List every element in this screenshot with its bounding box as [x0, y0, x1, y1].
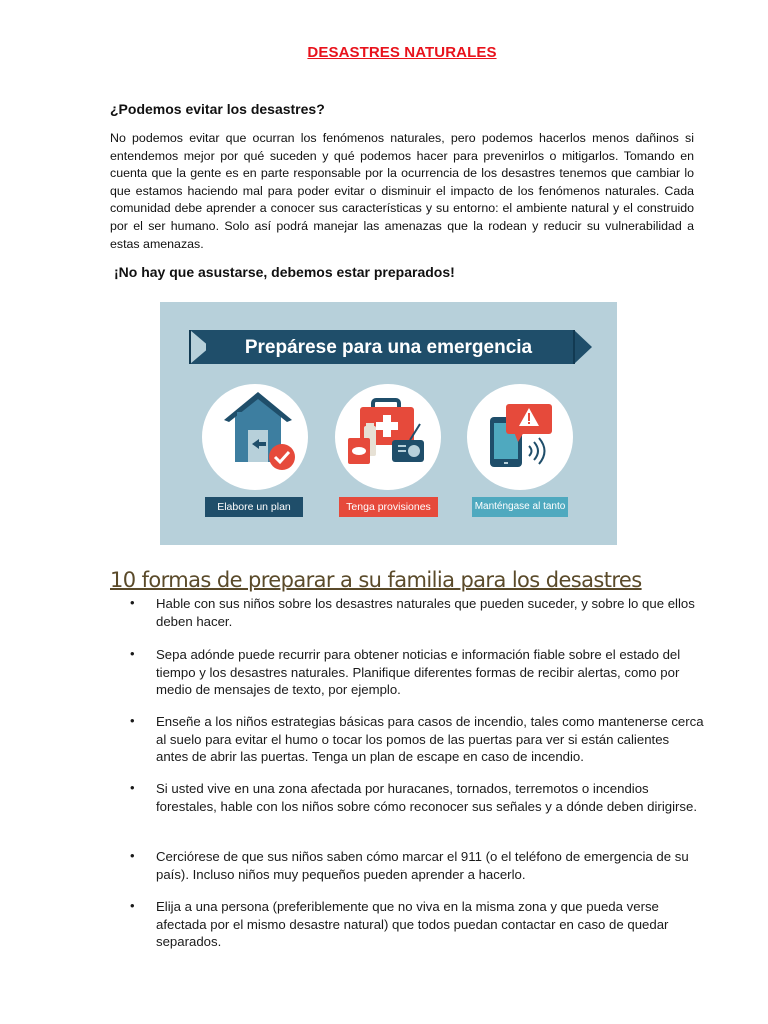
plan-label: Elabore un plan — [205, 497, 303, 517]
phone-alert-icon — [467, 384, 573, 490]
list-item: Sepa adónde puede recurrir para obtener noticias e información fiable sobre el estado del tiempo y los desastres naturales. Planifique diferentes formas de recibir alertas, como por medio de mensajes de texto, por ejemplo. — [156, 647, 681, 697]
bullet: • — [130, 848, 135, 863]
list-item: Hable con sus niños sobre los desastres naturales que pueden suceder, y sobre lo que ellos deben hacer. — [156, 596, 695, 629]
banner-title: Prepárese para una emergencia — [244, 337, 533, 358]
intro-paragraph: No podemos evitar que ocurran los fenómenos naturales, pero podemos hacerlos menos dañinos si entendemos mejor por qué suceden y qué podemos hacer para prevenirlos o mitigarlos. Tomando en cuenta que la gente es en parte responsable por la ocurrencia de los desastres tenemos que cambiar lo que estamos haciendo mal para poder evitar o disminuir el impacto de los fenómenos naturales. Cada comunidad debe aprender a conocer sus características y su entorno: el ambiente natural y el construido por el ser humano. Solo así podrá manejar las amenazas que la rodean y reducir su vulnerabilidad a estas amenazas. — [110, 131, 694, 251]
list-item: Enseñe a los niños estrategias básicas para casos de incendio, tales como mantenerse cerca al suelo para evitar el humo o tocar los pomos de las puertas para ver si están calientes antes de abrir las puertas. Tenga un plan de escape en caso de incendio. — [156, 714, 704, 764]
page-title: DESASTRES NATURALES — [307, 44, 497, 61]
question-heading: ¿Podemos evitar los desastres? — [110, 101, 325, 117]
bullet: • — [130, 898, 135, 913]
bullet: • — [130, 646, 135, 661]
first-aid-kit-icon — [335, 384, 441, 490]
provisions-label: Tenga provisiones — [339, 497, 438, 517]
list-item: Si usted vive en una zona afectada por huracanes, tornados, terremotos o incendios forestales, hable con los niños sobre cómo reconocer sus señales y a dónde deben dirigirse. — [156, 781, 698, 814]
bullet: • — [130, 780, 135, 795]
stay-informed-label: Manténgase al tanto — [472, 497, 568, 517]
section-heading: 10 formas de preparar a su familia para los desastres — [110, 568, 642, 592]
house-icon — [202, 384, 308, 490]
callout-text: ¡No hay que asustarse, debemos estar preparados! — [114, 264, 455, 280]
bullet: • — [130, 713, 135, 728]
list-item: Cerciórese de que sus niños saben cómo marcar el 911 (o el teléfono de emergencia de su país). Incluso niños muy pequeños pueden aprender a hacerlo. — [156, 849, 689, 882]
bullet: • — [130, 595, 135, 610]
list-item: Elija a una persona (preferiblemente que no viva en la misma zona y que pueda verse afectada por el mismo desastre natural) que todos puedan contactar en caso de quedar separados. — [156, 899, 669, 949]
